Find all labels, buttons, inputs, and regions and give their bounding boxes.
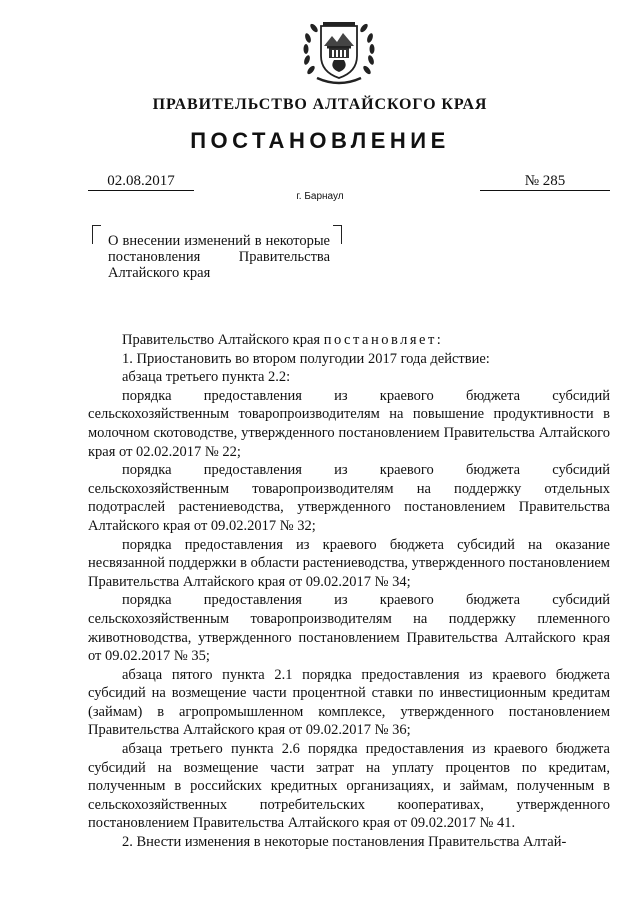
intro-prefix: Правительство Алтайского края	[122, 332, 324, 348]
intro-verb: постановляет:	[323, 332, 444, 348]
body-paragraph: абзаца третьего пункта 2.6 порядка предоставления из краевого бюджета субсидий на возмещение части затрат на уплату процентов по кредитам, полученным в российских кредитных организациях, и займам, полученным в сельскохозяйственных потребительских кооперативах, утвержденного постановлением Правительства Алтайского края от 09.02.2017 № 41.	[88, 741, 610, 832]
body-paragraph: 1. Приостановить во втором полугодии 2017 года действие:	[122, 350, 490, 367]
document-number: № 285	[480, 172, 610, 191]
body-paragraph: абзаца пятого пункта 2.1 порядка предоставления из краевого бюджета субсидий на возмещение части процентной ставки по инвестиционным кредитам (займам) в агропромышленном комплексе, утвержденного постановлением Правительства Алтайского края от 09.02.2017 № 36;	[88, 666, 610, 739]
body-paragraph: порядка предоставления из краевого бюджета субсидий на оказание несвязанной поддержки в области растениеводства, утвержденного постановлением Правительства Алтайского края от 09.02.2017 № 34;	[88, 536, 610, 590]
document-body	[88, 331, 610, 852]
body-paragraph: 2. Внести изменения в некоторые постановления Правительства Алтай-	[122, 834, 567, 851]
coat-of-arms-emblem	[299, 12, 379, 90]
document-subject: О внесении изменений в некоторые постановления Правительства Алтайского края	[108, 233, 330, 281]
government-title: ПРАВИТЕЛЬСТВО АЛТАЙСКОГО КРАЯ	[152, 96, 488, 113]
document-type: ПОСТАНОВЛЕНИЕ	[190, 128, 450, 153]
document-city: г. Барнаул	[296, 191, 344, 202]
body-paragraph: порядка предоставления из краевого бюджета субсидий сельскохозяйственным товаропроизводителям на поддержку отдельных подотраслей растениеводства, утвержденного постановлением Правительства Алтайского края от 09.02.2017 № 32;	[88, 462, 610, 534]
body-paragraph: абзаца третьего пункта 2.2:	[122, 369, 291, 386]
body-paragraph: порядка предоставления из краевого бюджета субсидий сельскохозяйственным товаропроизводителям на повышение продуктивности в молочном скотоводстве, утвержденного постановлением Правительства Алтайского края от 02.02.2017 № 22;	[88, 387, 610, 460]
subject-corner-right	[333, 225, 342, 244]
intro-paragraph	[88, 331, 610, 350]
document-date: 02.08.2017	[88, 172, 194, 191]
subject-corner-left	[92, 225, 101, 244]
body-paragraph: порядка предоставления из краевого бюджета субсидий сельскохозяйственным товаропроизводителям на поддержку племенного животноводства, утвержденного постановлением Правительства Алтайского края от 09.02.2017 № 35;	[88, 592, 610, 665]
